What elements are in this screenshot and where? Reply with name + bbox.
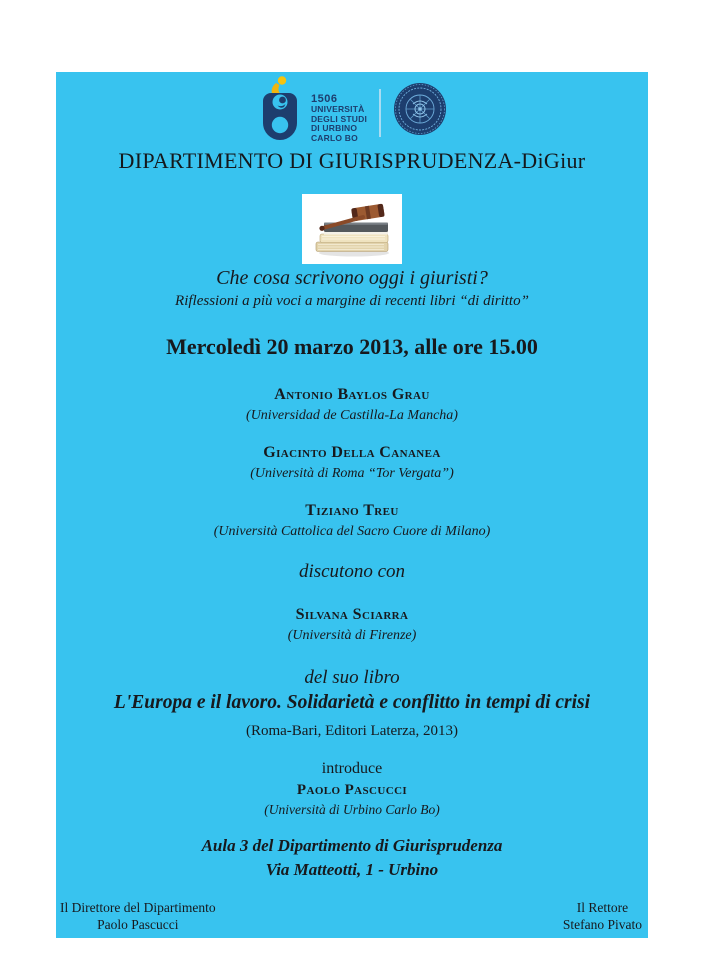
event-title: Che cosa scrivono oggi i giuristi? <box>216 267 488 289</box>
speaker-2-affiliation: (Università di Roma “Tor Vergata”) <box>250 466 454 481</box>
footer-director-title: Il Direttore del Dipartimento <box>60 900 216 915</box>
logo-line-4: CARLO BO <box>310 132 358 143</box>
event-poster <box>56 72 648 938</box>
speaker-1 <box>56 384 648 426</box>
university-seal-icon <box>393 80 447 145</box>
introducer-affiliation: (Università di Urbino Carlo Bo) <box>264 802 440 817</box>
footer-director <box>60 899 216 933</box>
logo-line-3: DI URBINO <box>310 123 358 134</box>
footer-rector-name: Stefano Pivato <box>562 917 642 932</box>
speaker-1-name: Antonio Baylos Grau <box>274 386 430 403</box>
speaker-3 <box>56 500 648 542</box>
venue-line-2: Via Matteotti, 1 - Urbino <box>265 860 439 879</box>
book-intro: del suo libro <box>304 667 400 688</box>
speaker-3-affiliation: (Università Cattolica del Sacro Cuore di Milano) <box>213 524 491 539</box>
book-title: L'Europa e il lavoro. Solidarietà e conflitto in tempi di crisi <box>113 692 591 713</box>
speaker-2-name: Giacinto Della Cananea <box>263 444 441 461</box>
urbino-logo-icon <box>257 75 303 150</box>
logo-wordmark <box>311 93 367 143</box>
discussant <box>56 604 648 646</box>
footer-rector <box>563 899 642 933</box>
university-logo <box>56 77 648 145</box>
gavel-books-icon <box>306 198 398 260</box>
footer-director-name: Paolo Pascucci <box>97 917 179 932</box>
footer-rector-title: Il Rettore <box>576 900 629 915</box>
speaker-2 <box>56 442 648 484</box>
book-publisher: (Roma-Bari, Editori Laterza, 2013) <box>245 723 458 739</box>
department-heading: DIPARTIMENTO DI GIURISPRUDENZA-DiGiur <box>118 148 586 173</box>
introducer-label: introduce <box>321 760 383 777</box>
discussant-intro: discutono con <box>298 561 406 582</box>
discussant-affiliation: (Università di Firenze) <box>287 628 417 643</box>
venue-line-1: Aula 3 del Dipartimento di Giurisprudenza <box>201 836 503 855</box>
event-datetime: Mercoledì 20 marzo 2013, alle ore 15.00 <box>166 334 538 359</box>
discussant-name: Silvana Sciarra <box>295 606 409 623</box>
introducer-name: Paolo Pascucci <box>296 782 408 798</box>
logo-year: 1506 <box>310 92 338 105</box>
speaker-1-affiliation: (Universidad de Castilla-La Mancha) <box>246 408 458 423</box>
gavel-books-image <box>302 194 402 264</box>
speaker-3-name: Tiziano Treu <box>305 502 399 519</box>
logo-line-1: UNIVERSITÀ <box>310 104 365 115</box>
event-subtitle: Riflessioni a più voci a margine di recenti libri “di diritto” <box>175 293 529 309</box>
logo-divider <box>379 89 381 137</box>
logo-line-2: DEGLI STUDI <box>310 113 368 124</box>
